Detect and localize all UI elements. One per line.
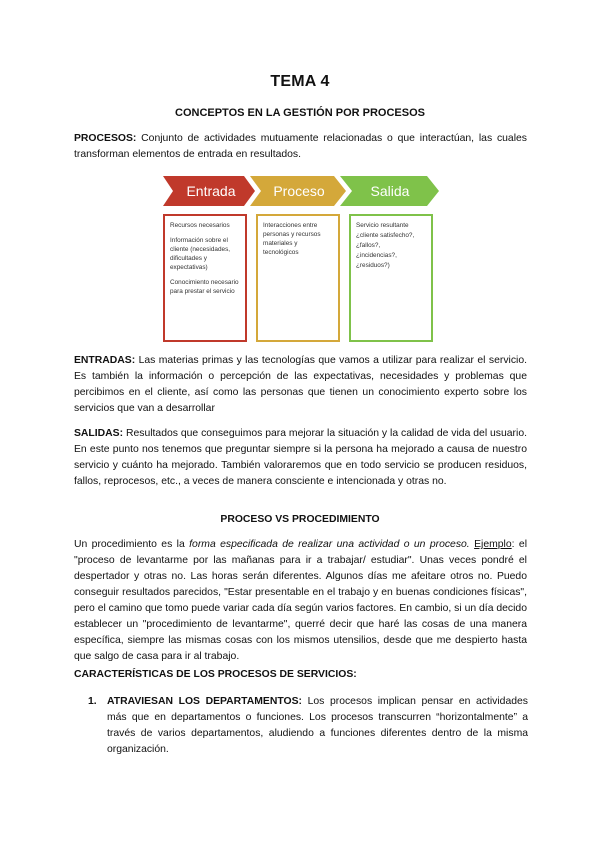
salida-box-item: ¿residuos?) <box>356 262 390 269</box>
salida-box-item: ¿cliente satisfecho?, <box>356 232 415 239</box>
entrada-box <box>163 214 247 342</box>
proceso-arrow-label: Proceso <box>273 183 325 199</box>
salida-box <box>349 214 433 342</box>
entradas-term: ENTRADAS: <box>74 355 136 366</box>
procesos-paragraph <box>74 131 527 163</box>
procedimiento-intro: Un procedimiento es la <box>74 539 185 550</box>
section-heading-caracteristicas: CARACTERÍSTICAS DE LOS PROCESOS DE SERVICIOS: <box>74 669 357 680</box>
entrada-arrow-label: Entrada <box>186 183 236 199</box>
entrada-box-item: Conocimiento necesario para prestar el servicio <box>170 279 239 295</box>
list-item-body <box>107 694 528 758</box>
entrada-box-item: Información sobre el cliente (necesidades, dificultades y expectativas) <box>170 237 231 271</box>
example-colon: : <box>511 539 515 550</box>
entrada-box-item: Recursos necesarios <box>170 222 230 229</box>
example-label: Ejemplo <box>474 539 512 550</box>
process-diagram <box>163 176 441 344</box>
entradas-paragraph <box>74 353 527 417</box>
procedimiento-body: el "proceso de levantarme por las mañanas para ir a trabajar/ estudiar". Unas veces pondré el despertador y otras no. Las horas serán diferentes. Algunos días me afeitare otros no. Puedo conseguir resultados parecidos, "Estar presentable en el trabajo y en buenas condiciones físicas", pero el camino que tomo puede variar cada día según varios factores. En cambio, si un día decido establecer un "procedimiento de levantarme", querré decir que haré las cosas de una manera específica, siempre las mismas cosas con los mismos utensilios, desde que me despierto hasta que salgo de casa para ir al trabajo. <box>74 539 528 662</box>
section-heading-proceso-vs-procedimiento: PROCESO VS PROCEDIMIENTO <box>220 514 380 525</box>
page-title: TEMA 4 <box>270 73 330 90</box>
salida-box-item: ¿fallos?, <box>356 242 381 249</box>
procesos-text: Conjunto de actividades mutuamente relacionadas o que interactúan, las cuales transforman elementos de entrada en resultados. <box>74 133 527 160</box>
list-item-number: 1. <box>88 696 97 707</box>
salidas-paragraph <box>74 426 527 490</box>
page-subtitle: CONCEPTOS EN LA GESTIÓN POR PROCESOS <box>175 107 425 119</box>
proceso-box <box>256 214 340 342</box>
salida-box-item: Servicio resultante <box>356 222 409 229</box>
salida-box-item: ¿incidencias?, <box>356 252 397 259</box>
list-item <box>88 694 528 758</box>
procedimiento-paragraph <box>74 537 527 665</box>
procesos-term: PROCESOS: <box>74 133 137 144</box>
salidas-term: SALIDAS: <box>74 428 124 439</box>
proceso-box-item: Interacciones entre personas y recursos materiales y tecnológicos <box>263 222 321 256</box>
salidas-text: Resultados que conseguimos para mejorar la situación y la calidad de vida del usuario. En este punto nos tenemos que preguntar siempre si la persona ha mejorado a causa de nuestro servicio y cuánto ha mejorado. También valoraremos que en todo servicio se producen residuos, fallos, reprocesos, etc., a veces de manera consciente e intencionada y otras no. <box>74 428 527 487</box>
list-item-text: Los procesos implican pensar en actividades más que en departamentos o funciones. Los procesos transcurren “horizontalmente” a través de varios departamentos, aludiendo a funciones diferentes dentro de la misma organización. <box>107 696 528 755</box>
entradas-text: Las materias primas y las tecnologías que vamos a utilizar para realizar el servicio. Es también la información o percepción de las expectativas, necesidades y problemas que percibimos en el cliente, así como las personas que tienen un conocimiento experto sobre los servicios que van a desarrollar <box>74 355 527 414</box>
list-item-term: ATRAVIESAN LOS DEPARTAMENTOS: <box>107 696 302 707</box>
procedimiento-definition: forma especificada de realizar una actividad o un proceso. <box>189 539 470 550</box>
salida-arrow-label: Salida <box>370 183 410 199</box>
